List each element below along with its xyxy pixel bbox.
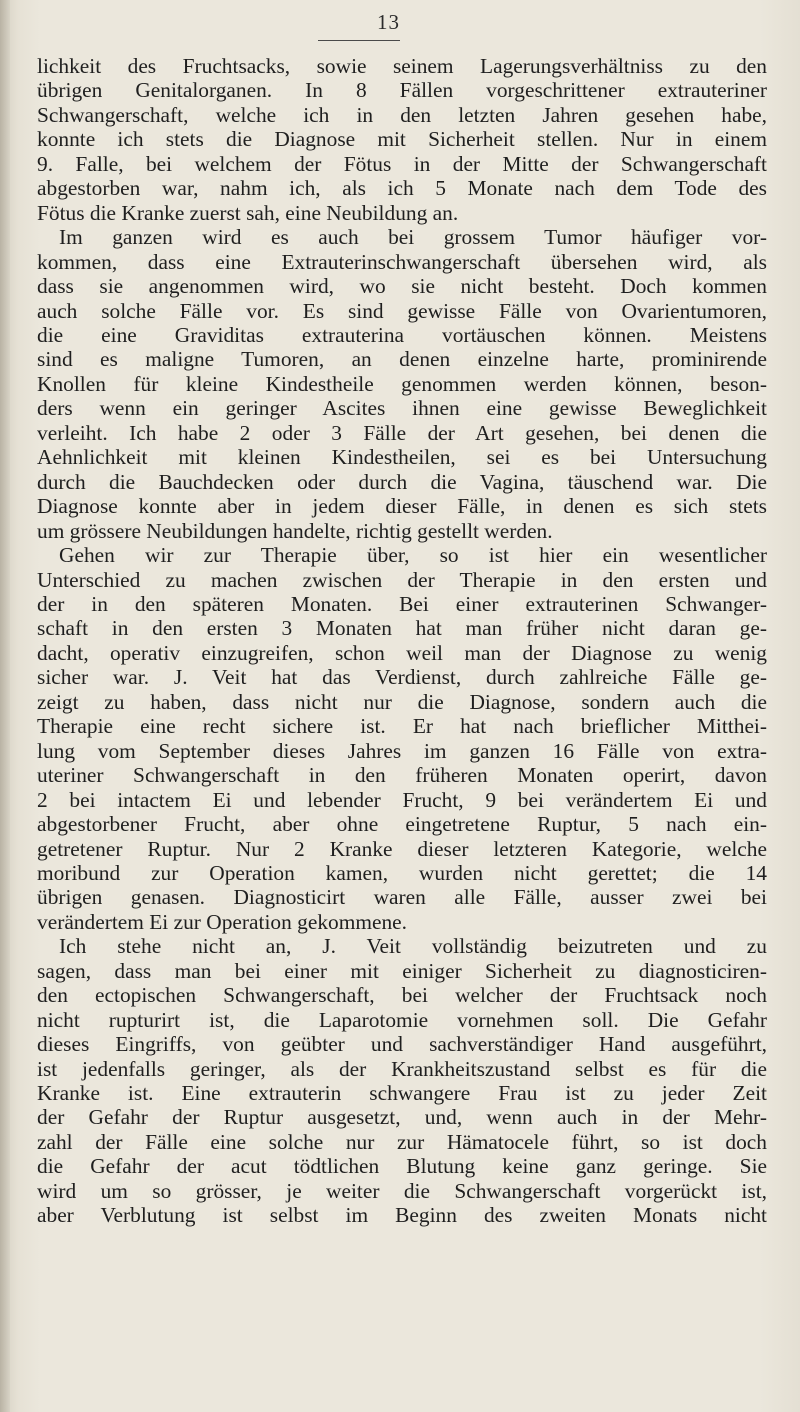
text-line: aber Verblutung ist selbst im Beginn des zweiten Monats nicht <box>37 1203 767 1228</box>
text-line: sicher war. J. Veit hat das Verdienst, durch zahlreiche Fälle ge- <box>37 665 767 690</box>
text-line: die eine Graviditas extrauterina vortäuschen können. Meistens <box>37 322 767 347</box>
text-line: verändertem Ei zur Operation gekommene. <box>37 909 408 934</box>
text-line: Im ganzen wird es auch bei grossem Tumor häufiger vor- <box>59 225 767 250</box>
text-line: übrigen Genitalorganen. In 8 Fällen vorgeschrittener extrauteriner <box>37 78 767 103</box>
text-line: Gehen wir zur Therapie über, so ist hier ein wesentlicher <box>59 543 767 568</box>
text-line: ders wenn ein geringer Ascites ihnen eine gewisse Beweglichkeit <box>37 396 767 421</box>
text-line: der Gefahr der Ruptur ausgesetzt, und, wenn auch in der Mehr- <box>37 1105 767 1130</box>
text-line: wird um so grösser, je weiter die Schwangerschaft vorgerückt ist, <box>37 1178 767 1203</box>
text-line: verleiht. Ich habe 2 oder 3 Fälle der Art gesehen, bei denen die <box>37 420 767 445</box>
header-rule <box>318 40 400 41</box>
text-line: Fötus die Kranke zuerst sah, eine Neubildung an. <box>37 200 459 225</box>
page-binding-edge <box>0 0 10 1412</box>
text-line: moribund zur Operation kamen, wurden nicht gerettet; die 14 <box>37 860 767 885</box>
text-line: Unterschied zu machen zwischen der Therapie in den ersten und <box>37 567 767 592</box>
page-number: 13 <box>377 10 400 34</box>
text-line: Schwangerschaft, welche ich in den letzten Jahren gesehen habe, <box>37 102 767 127</box>
text-line: abgestorben war, nahm ich, als ich 5 Monate nach dem Tode des <box>37 176 767 201</box>
text-line: Ich stehe nicht an, J. Veit vollständig beizutreten und zu <box>59 934 767 959</box>
text-line: nicht rupturirt ist, die Laparotomie vornehmen soll. Die Gefahr <box>37 1007 767 1032</box>
text-line: kommen, dass eine Extrauterinschwangerschaft übersehen wird, als <box>37 249 767 274</box>
text-line: übrigen genasen. Diagnosticirt waren alle Fälle, ausser zwei bei <box>37 885 767 910</box>
text-line: sind es maligne Tumoren, an denen einzelne harte, prominirende <box>37 347 767 372</box>
text-line: getretener Ruptur. Nur 2 Kranke dieser letzteren Kategorie, welche <box>37 836 767 861</box>
text-line: dass sie angenommen wird, wo sie nicht besteht. Doch kommen <box>37 274 767 299</box>
text-line: die Gefahr der acut tödtlichen Blutung keine ganz geringe. Sie <box>37 1154 767 1179</box>
text-line: durch die Bauchdecken oder durch die Vagina, täuschend war. Die <box>37 469 767 494</box>
text-line: auch solche Fälle vor. Es sind gewisse Fälle von Ovarientumoren, <box>37 298 767 323</box>
text-line: lichkeit des Fruchtsacks, sowie seinem Lagerungsverhältniss zu den <box>37 54 767 78</box>
text-line: dieses Eingriffs, von geübter und sachverständiger Hand ausgeführt, <box>37 1032 767 1057</box>
text-line: dacht, operativ einzugreifen, schon weil man der Diagnose zu wenig <box>37 640 767 665</box>
text-line: Kranke ist. Eine extrauterin schwangere Frau ist zu jeder Zeit <box>37 1081 767 1106</box>
text-line: 2 bei intactem Ei und lebender Frucht, 9 bei verändertem Ei und <box>37 787 767 812</box>
text-line: zeigt zu haben, dass nicht nur die Diagnose, sondern auch die <box>37 689 767 714</box>
text-line: Aehnlichkeit mit kleinen Kindestheilen, sei es bei Untersuchung <box>37 445 767 470</box>
text-line: abgestorbener Frucht, aber ohne eingetretene Ruptur, 5 nach ein- <box>37 812 767 837</box>
text-line: uteriner Schwangerschaft in den früheren Monaten operirt, davon <box>37 763 767 788</box>
text-line: zahl der Fälle eine solche nur zur Hämatocele führt, so ist doch <box>37 1129 767 1154</box>
text-line: 9. Falle, bei welchem der Fötus in der Mitte der Schwangerschaft <box>37 151 767 176</box>
text-line: der in den späteren Monaten. Bei einer extrauterinen Schwanger- <box>37 591 767 616</box>
text-line: schaft in den ersten 3 Monaten hat man früher nicht daran ge- <box>37 616 767 641</box>
text-line: den ectopischen Schwangerschaft, bei welcher der Fruchtsack noch <box>37 983 767 1008</box>
text-line: lung vom September dieses Jahres im ganzen 16 Fälle von extra- <box>37 738 767 763</box>
text-line: konnte ich stets die Diagnose mit Sicherheit stellen. Nur in einem <box>37 127 767 152</box>
text-line: sagen, dass man bei einer mit einiger Sicherheit zu diagnosticiren- <box>37 958 767 983</box>
body-text <box>37 54 767 1228</box>
text-line: ist jedenfalls geringer, als der Krankheitszustand selbst es für die <box>37 1056 767 1081</box>
text-line: um grössere Neubildungen handelte, richtig gestellt werden. <box>37 518 553 543</box>
text-line: Diagnose konnte aber in jedem dieser Fälle, in denen es sich stets <box>37 494 767 519</box>
text-line: Therapie eine recht sichere ist. Er hat nach brieflicher Mitthei- <box>37 714 767 739</box>
text-line: Knollen für kleine Kindestheile genommen werden können, beson- <box>37 371 767 396</box>
